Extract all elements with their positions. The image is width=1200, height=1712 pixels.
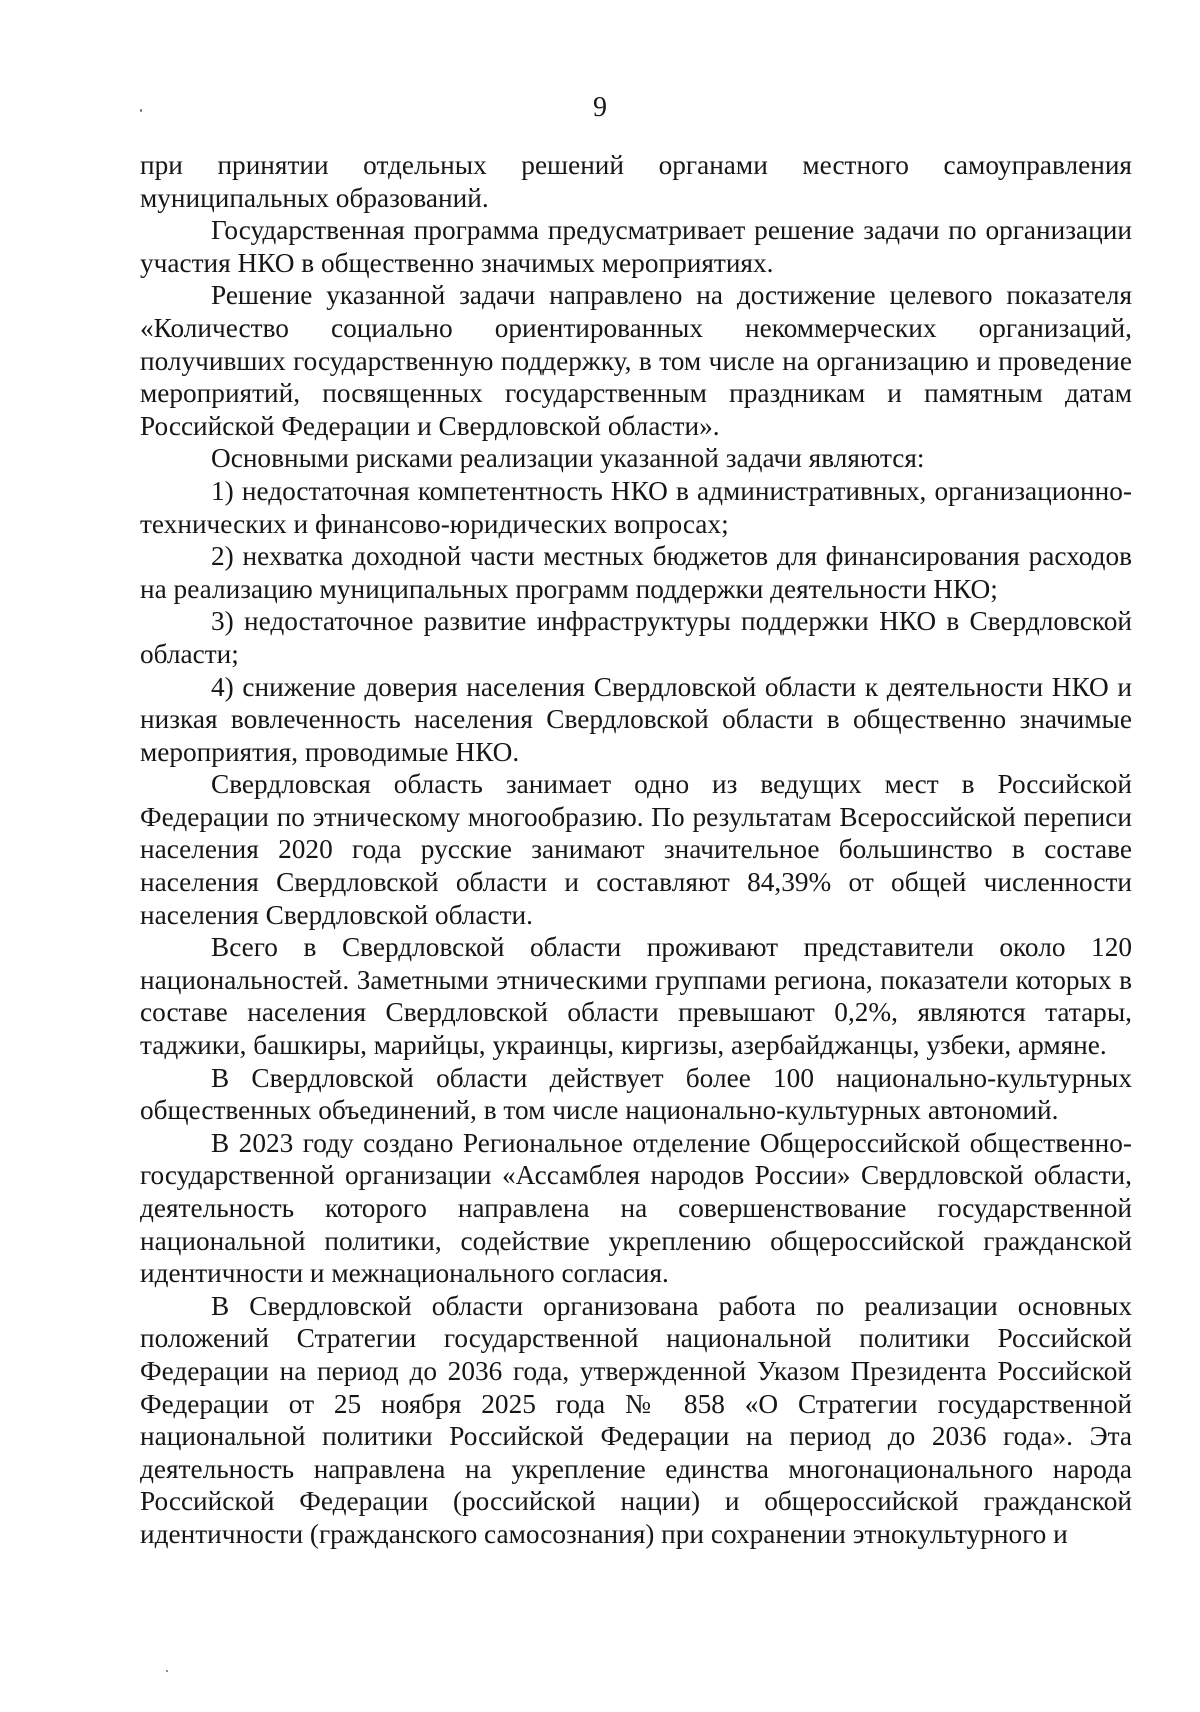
list-item: 4) снижение доверия населения Свердловской области к деятельности НКО и низкая вовлеченность населения Свердловской области в общественно значимые мероприятия, проводимые НКО. — [140, 671, 1132, 767]
list-item: 3) недостаточное развитие инфраструктуры поддержки НКО в Свердловской области; — [140, 606, 1132, 669]
list-item: 1) недостаточная компетентность НКО в административных, организационно-технических и финансово-юридических вопросах; — [140, 475, 1132, 539]
paragraph: Решение указанной задачи направлено на достижение целевого показателя «Количество социально ориентированных некоммерческих организаций, получивших государственную поддержку, в том числе на организацию и проведение мероприятий, посвященных государственным праздникам и памятным датам Российской Федерации и Свердловской области». — [140, 280, 1132, 441]
list-item: 2) нехватка доходной части местных бюджетов для финансирования расходов на реализацию муниципальных программ поддержки деятельности НКО; — [140, 541, 1132, 604]
scan-speck — [166, 1670, 168, 1672]
paragraph: Основными рисками реализации указанной задачи являются: — [211, 443, 925, 474]
paragraph: Государственная программа предусматривает решение задачи по организации участия НКО в общественно значимых мероприятиях. — [140, 215, 1132, 278]
paragraph: при принятии отдельных решений органами местного самоуправления муниципальных образований. — [140, 150, 1132, 213]
scan-speck — [140, 109, 142, 112]
paragraph: В 2023 году создано Региональное отделение Общероссийской общественно-государственной организации «Ассамблея народов России» Свердловской области, деятельность которого направлена на совершенствование государственной национальной политики, содействие укреплению общероссийской гражданской идентичности и межнационального согласия. — [140, 1127, 1132, 1289]
body-text — [140, 149, 1132, 1551]
paragraph: В Свердловской области действует более 100 национально-культурных общественных объединений, в том числе национально-культурных автономий. — [140, 1062, 1132, 1126]
page-number: 9 — [593, 92, 607, 123]
paragraph: Свердловская область занимает одно из ведущих мест в Российской Федерации по этническому многообразию. По результатам Всероссийской переписи населения 2020 года русские занимают значительное большинство в составе населения Свердловской области и составляют 84,39% от общей численности населения Свердловской области. — [140, 769, 1132, 930]
paragraph: Всего в Свердловской области проживают представители около 120 национальностей. Заметными этническими группами региона, показатели которых в составе населения Свердловской области превышают 0,2%, являются татары, таджики, башкиры, марийцы, украинцы, киргизы, азербайджанцы, узбеки, армяне. — [140, 932, 1132, 1061]
paragraph: В Свердловской области организована работа по реализации основных положений Стратегии государственной национальной политики Российской Федерации на период до 2036 года, утвержденной Указом Президента Российской Федерации от 25 ноября 2025 года № 858 «О Стратегии государственной национальной политики Российской Федерации на период до 2036 года». Эта деятельность направлена на укрепление единства многонационального народа Российской Федерации (российской нации) и общероссийской гражданской идентичности (гражданского самосознания) при сохранении этнокультурного и — [140, 1290, 1132, 1549]
